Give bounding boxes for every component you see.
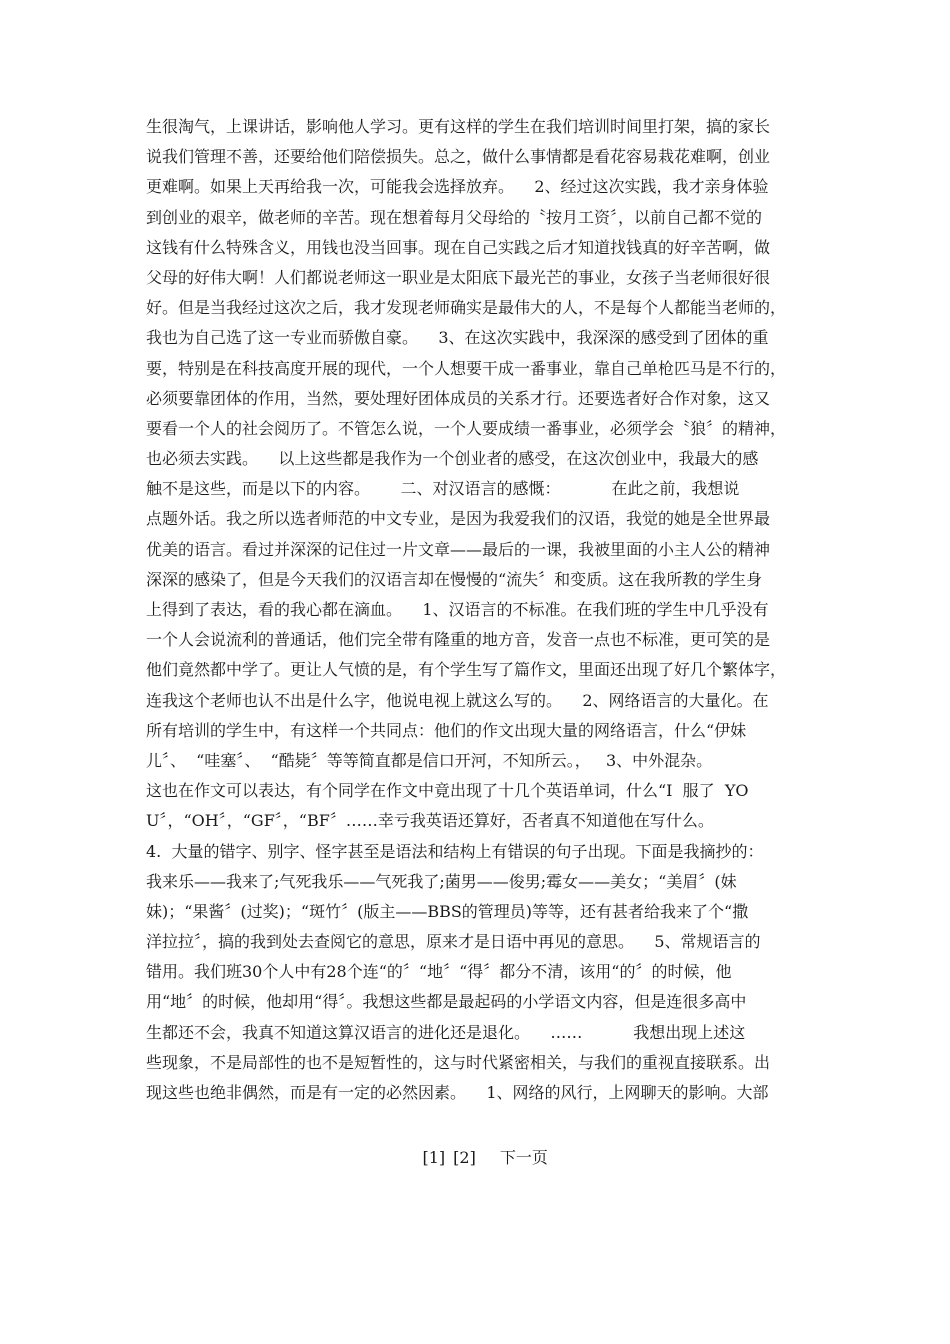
page-link-2[interactable]: [2] [453,1148,476,1167]
text-line: 父母的好伟大啊！人们都说老师这一职业是太阳底下最光芒的事业，女孩子当老师很好很 [146,267,771,287]
text-line: 生很淘气，上课讲话，影响他人学习。更有这样的学生在我们培训时间里打架，搞的家长 [146,117,771,136]
text-line: 这也在作文可以表达，有个同学在作文中竟出现了十几个英语单词，什么“I 服了 YO [146,781,749,801]
text-line: 生都还不会，我真不知道这算汉语言的进化还是退化。 …… 我想出现上述这 [146,1022,746,1042]
text-line: U〞，“OH〞，“GF〞，“BF〞……幸亏我英语还算好，否者真不知道他在写什么。 [146,811,714,831]
page-link-1[interactable]: [1] [422,1148,446,1167]
text-line: 儿〞、 “哇塞〞、 “酷毙〞等等简直都是信口开河，不知所云。， 3、中外混杂。 [146,750,713,770]
text-line: 也必须去实践。 以上这些都是我作为一个创业者的感受，在这次创业中，我最大的感 [146,449,759,469]
text-line: 要，特别是在科技高度开展的现代，一个人想要干成一番事业，靠自己单枪匹马是不行的， [146,358,787,378]
text-line: 这钱有什么特殊含义，用钱也没当回事。现在自己实践之后才知道找钱真的好辛苦啊，做 [146,237,771,257]
next-page-link[interactable]: 下一页 [499,1148,548,1167]
pagination [0,1125,950,1191]
article-body [146,112,808,1108]
text-line: 优美的语言。看过并深深的记住过一片文章——最后的一课，我被里面的小主人公的精神 [146,539,771,559]
text-line: 深深的感染了，但是今天我们的汉语言却在慢慢的“流失〞和变质。这在我所教的学生身 [146,569,763,589]
text-line: 些现象，不是局部性的也不是短暂性的，这与时代紧密相关，与我们的重视直接联系。出 [146,1052,771,1072]
text-line: 他们竟然都中学了。更让人气愤的是，有个学生写了篇作文，里面还出现了好几个繁体字， [146,660,787,680]
text-line: 好。但是当我经过这次之后，我才发现老师确实是最伟大的人，不是每个人都能当老师的， [146,298,787,318]
text-line: 错用。我们班30个人中有28个连“的〞“地〞“得〞都分不清，该用“的〞的时候，他 [146,962,732,982]
text-line: 到创业的艰辛，做老师的辛苦。现在想着每月父母给的〝按月工资〞，以前自己都不觉的 [146,207,763,227]
text-line: 触不是这些，而是以下的内容。 二、对汉语言的感慨： 在此之前，我想说 [146,479,740,499]
text-line: 连我这个老师也认不出是什么字，他说电视上就这么写的。 2、网络语言的大量化。在 [146,690,769,710]
text-line: 更难啊。如果上天再给我一次，可能我会选择放弃。 2、经过这次实践，我才亲身体验 [146,177,769,197]
text-line: 现这些也绝非偶然，而是有一定的必然因素。 1、网络的风行，上网聊天的影响。大部 [146,1083,769,1102]
text-line: 说我们管理不善，还要给他们陪偿损失。总之，做什么事情都是看花容易栽花难啊，创业 [146,147,771,167]
text-line: 4. 大量的错字、别字、怪字甚至是语法和结构上有错误的句子出现。下面是我摘抄的： [146,841,764,861]
text-line: 所有培训的学生中，有这样一个共同点：他们的作文出现大量的网络语言，什么“伊妹 [146,720,747,740]
text-line: 必须要靠团体的作用，当然，要处理好团体成员的关系才行。还要选者好合作对象，这又 [146,388,771,408]
text-line: 要看一个人的社会阅历了。不管怎么说，一个人要成绩一番事业，必须学会〝狼〞的精神， [146,418,787,438]
text-line: 上得到了表达，看的我心都在滴血。 1、汉语言的不标准。在我们班的学生中几乎没有 [146,600,769,619]
text-line: 洋拉拉〞，搞的我到处去查阅它的意思，原来才是日语中再见的意思。 5、常规语言的 [146,932,761,952]
text-line: 妹)；“果酱〞(过奖)；“斑竹〞(版主——BBS的管理员)等等，还有甚者给我来了个“撒 [146,901,749,921]
text-line: 我也为自己选了这一专业而骄傲自豪。 3、在这次实践中，我深深的感受到了团体的重 [146,328,769,348]
text-line: 一个人会说流利的普通话，他们完全带有隆重的地方音，发音一点也不标准，更可笑的是 [146,630,771,650]
text-line: 我来乐——我来了;气死我乐——气死我了;菌男——俊男;霉女——美女；“美眉〞(妹 [146,871,737,891]
text-line: 点题外话。我之所以选者师范的中文专业，是因为我爱我们的汉语，我觉的她是全世界最 [146,509,771,529]
text-line: 用“地〞的时候，他却用“得〞。我想这些都是最起码的小学语文内容，但是连很多高中 [146,992,747,1012]
